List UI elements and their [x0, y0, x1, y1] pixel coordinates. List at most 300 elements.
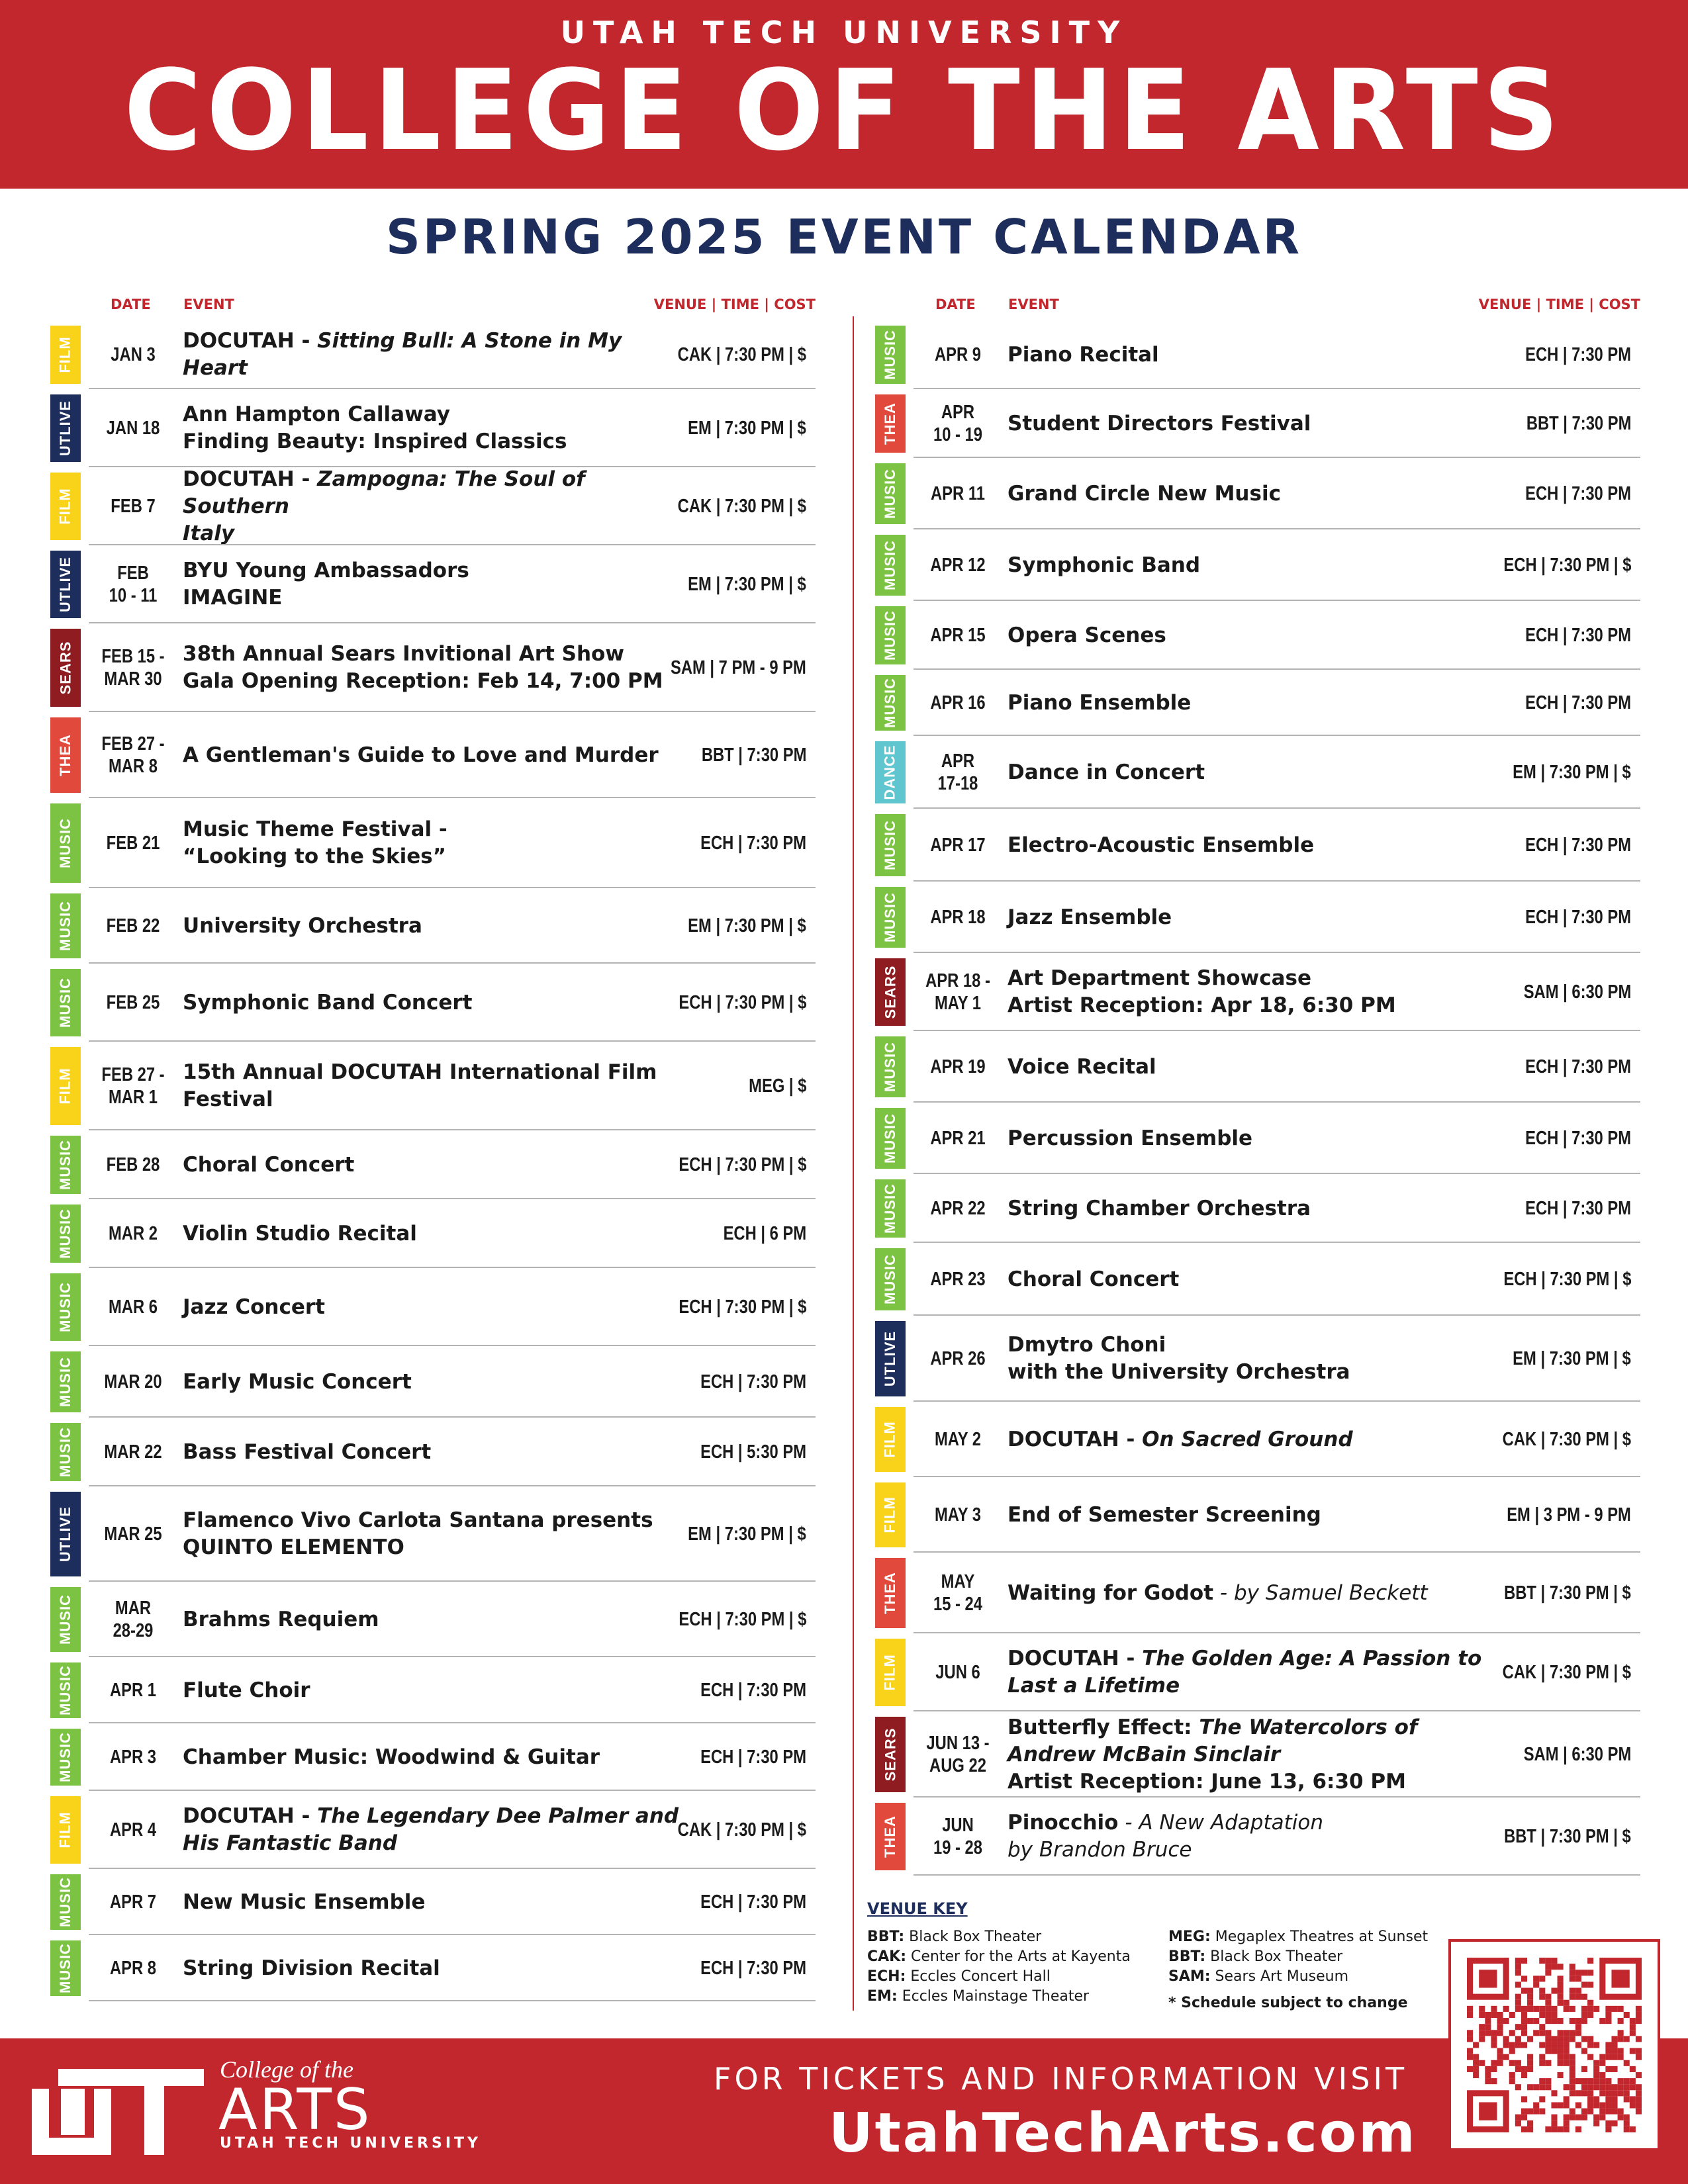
event-date — [921, 809, 994, 882]
website-link[interactable]: UtahTechArts.com — [829, 2102, 1417, 2165]
event-date-line: APR 21 — [930, 1128, 986, 1149]
event-row — [48, 1935, 816, 2001]
category-tag — [875, 1558, 906, 1628]
event-title-line — [183, 1803, 679, 1830]
event-title-segment: Artist Reception: June 13, 6:30 PM — [1008, 1769, 1406, 1794]
event-title — [1008, 736, 1517, 809]
event-title-segment: Andrew McBain Sinclair — [1008, 1742, 1281, 1766]
category-tag-label: MUSIC — [57, 1877, 74, 1927]
event-title-segment: “Looking to the Skies” — [183, 844, 447, 868]
event-date — [921, 882, 994, 953]
category-tag — [50, 1047, 81, 1125]
event-date-line: JAN 3 — [111, 344, 156, 365]
category-tag-label: FILM — [57, 488, 74, 525]
venue-key-right-list — [1168, 1927, 1470, 2013]
category-tag-label: UTLIVE — [57, 556, 74, 613]
venue-time-cost: ECH | 7:30 PM — [700, 1371, 806, 1392]
event-title-line — [183, 1830, 679, 1857]
category-tag — [875, 675, 906, 731]
category-tag — [875, 394, 906, 453]
event-title-line — [1008, 1809, 1323, 1837]
event-title-segment: DOCUTAH - — [183, 1804, 318, 1828]
venue-time-cost: BBT | 7:30 PM — [1526, 412, 1631, 434]
event-title — [1008, 1243, 1517, 1316]
ut-logo-icon — [32, 2069, 204, 2155]
venue-time-cost: CAK | 7:30 PM | $ — [677, 1819, 806, 1841]
event-date — [97, 389, 169, 467]
venue-time-cost: ECH | 7:30 PM | $ — [678, 1608, 806, 1630]
category-tag — [50, 1273, 81, 1341]
category-tag-label: MUSIC — [57, 1732, 74, 1782]
event-title-line — [183, 1534, 653, 1561]
category-tag-label: MUSIC — [882, 678, 899, 728]
event-title — [1008, 1103, 1517, 1174]
event-date-line: APR 7 — [109, 1891, 157, 1913]
event-title-segment: Art Department Showcase — [1008, 966, 1311, 990]
event-title-segment: QUINTO ELEMENTO — [183, 1535, 404, 1559]
event-date-line: APR 4 — [109, 1819, 157, 1841]
event-row — [48, 1869, 816, 1935]
row-separator — [89, 2000, 816, 2001]
category-tag-label: FILM — [882, 1654, 899, 1691]
event-title-segment: Violin Studio Recital — [183, 1221, 417, 1246]
venue-time-cost: ECH | 7:30 PM | $ — [678, 1296, 806, 1318]
event-title-line — [1008, 1502, 1321, 1529]
venue-time-cost: ECH | 7:30 PM — [1525, 624, 1631, 646]
event-title-segment: Flamenco Vivo Carlota Santana presents — [183, 1508, 653, 1532]
event-title-line — [1008, 480, 1281, 508]
category-tag-label: MUSIC — [882, 1254, 899, 1304]
venue-time-cost: ECH | 7:30 PM — [1525, 343, 1631, 365]
category-tag — [875, 887, 906, 948]
category-tag-label: THEA — [882, 402, 899, 445]
event-title — [1008, 601, 1517, 670]
qr-code-icon — [1467, 1958, 1642, 2132]
event-title — [1008, 529, 1517, 601]
category-tag-label: UTLIVE — [57, 1506, 74, 1563]
event-title-line — [183, 1507, 653, 1534]
event-title — [183, 1486, 692, 1582]
event-title-line — [183, 816, 447, 843]
category-tag — [50, 1729, 81, 1786]
event-date-line: APR — [941, 751, 975, 772]
event-date — [921, 320, 994, 389]
calendar-title: SPRING 2025 EVENT CALENDAR — [385, 209, 1303, 265]
category-tag — [50, 893, 81, 958]
event-date-line: APR 1 — [109, 1680, 157, 1701]
event-title-segment: Electro-Acoustic Ensemble — [1008, 833, 1315, 857]
event-title-segment: Last a Lifetime — [1008, 1674, 1180, 1698]
event-row — [48, 1199, 816, 1268]
event-date-line: MAY 2 — [934, 1429, 982, 1450]
event-row — [872, 1797, 1640, 1876]
category-tag — [875, 606, 906, 664]
event-title — [1008, 458, 1517, 529]
event-title-segment: by Brandon Bruce — [1008, 1838, 1192, 1862]
event-title-line — [183, 1086, 657, 1113]
event-date — [921, 1031, 994, 1103]
event-title — [183, 1791, 692, 1869]
date-header: DATE — [935, 296, 976, 312]
event-date — [97, 1346, 169, 1418]
category-tag — [50, 551, 81, 618]
category-tag-label: UTLIVE — [882, 1330, 899, 1387]
category-tag-label: SEARS — [882, 1727, 899, 1782]
event-title-line — [1008, 992, 1396, 1019]
event-title — [183, 712, 692, 798]
event-title — [183, 467, 692, 545]
event-title-line — [1008, 1672, 1481, 1700]
event-title — [1008, 1174, 1517, 1243]
event-date-line: JUN 13 - — [926, 1733, 990, 1754]
category-tag-label: DANCE — [882, 745, 899, 800]
category-tag — [50, 1796, 81, 1864]
event-date-line: MAR 6 — [108, 1297, 158, 1318]
event-row — [872, 529, 1640, 601]
event-title-segment: Piano Ensemble — [1008, 690, 1192, 715]
venue-time-cost: SAM | 6:30 PM — [1523, 1743, 1631, 1765]
event-date — [921, 601, 994, 670]
event-title-segment: On Sacred Ground — [1142, 1427, 1353, 1451]
event-title-segment: A Gentleman's Guide to Love and Murder — [183, 743, 659, 767]
event-title-segment: Gala Opening Reception: Feb 14, 7:00 PM — [183, 669, 663, 693]
event-title — [1008, 1477, 1517, 1553]
event-date — [921, 1402, 994, 1477]
event-title-line — [183, 1369, 412, 1396]
event-title-line — [183, 742, 659, 769]
category-tag — [50, 717, 81, 793]
event-date — [921, 389, 994, 458]
category-tag-label: MUSIC — [57, 1357, 74, 1407]
event-row — [48, 1042, 816, 1130]
category-tag — [50, 473, 81, 540]
row-separator — [914, 1874, 1640, 1876]
venue-name: Megaplex Theatres at Sunset — [1210, 1929, 1429, 1945]
venue-time-cost: CAK | 7:30 PM | $ — [1502, 1661, 1631, 1683]
event-row — [48, 888, 816, 964]
event-title-segment: DOCUTAH - — [1008, 1647, 1143, 1670]
venue-time-cost: SAM | 6:30 PM — [1523, 981, 1631, 1003]
event-title-line — [1008, 1741, 1417, 1768]
event-date-line: APR 8 — [109, 1958, 157, 1979]
category-tag-label: SEARS — [57, 641, 74, 695]
event-date — [921, 1477, 994, 1553]
event-date-line: APR — [941, 402, 975, 423]
event-date-line: APR 3 — [109, 1747, 157, 1768]
venue-name: Black Box Theater — [1205, 1948, 1343, 1965]
event-row — [872, 320, 1640, 389]
event-date-line: JUN — [942, 1815, 974, 1836]
event-title-segment: Student Directors Festival — [1008, 411, 1311, 435]
event-row — [48, 1791, 816, 1869]
category-tag — [875, 1639, 906, 1706]
event-title — [1008, 1553, 1517, 1633]
category-tag-label: MUSIC — [882, 1042, 899, 1092]
category-tag — [875, 1803, 906, 1870]
event-date-line: JAN 18 — [106, 418, 160, 439]
category-tag — [50, 1662, 81, 1718]
venue-time-cost: ECH | 7:30 PM — [1525, 1197, 1631, 1219]
event-date-line: 28-29 — [113, 1620, 154, 1641]
venue-time-cost: ECH | 7:30 PM — [700, 1891, 806, 1913]
event-date — [921, 529, 994, 601]
event-title-segment: DOCUTAH - — [1008, 1427, 1143, 1451]
event-title — [1008, 1031, 1517, 1103]
venue-time-cost: ECH | 7:30 PM | $ — [678, 1154, 806, 1175]
venue-time-cost: ECH | 7:30 PM — [700, 1746, 806, 1768]
event-title-segment: Symphonic Band Concert — [183, 990, 473, 1015]
event-row — [48, 320, 816, 389]
event-title-segment: Festival — [183, 1087, 273, 1111]
event-row — [872, 882, 1640, 953]
event-title — [183, 1935, 692, 2001]
category-tag-label: FILM — [882, 1421, 899, 1458]
venue-name: Black Box Theater — [904, 1929, 1042, 1945]
event-row — [872, 1243, 1640, 1316]
event-row — [48, 798, 816, 888]
event-title-line — [1008, 1837, 1323, 1864]
event-title-segment: University Orchestra — [183, 913, 422, 938]
event-date — [97, 1657, 169, 1723]
event-date-line: FEB 28 — [106, 1154, 160, 1175]
event-title — [183, 1130, 692, 1199]
event-date — [921, 670, 994, 736]
event-title-segment: Italy — [183, 521, 235, 545]
event-date-line: APR 11 — [931, 483, 985, 504]
event-title-line — [183, 1677, 310, 1704]
event-title — [1008, 1402, 1517, 1477]
event-date — [97, 1130, 169, 1199]
event-title-line — [1008, 965, 1396, 992]
event-date-line: MAR 8 — [108, 756, 158, 777]
event-row — [872, 1174, 1640, 1243]
event-title-segment: Sitting Bull: A Stone in My Heart — [183, 329, 622, 380]
event-row — [872, 670, 1640, 736]
event-title-line — [1008, 1054, 1156, 1081]
event-date — [97, 545, 169, 623]
venue-time-cost: EM | 7:30 PM | $ — [688, 573, 806, 595]
category-tag-label: MUSIC — [882, 610, 899, 660]
venue-time-cost: CAK | 7:30 PM | $ — [677, 343, 806, 365]
event-title — [1008, 809, 1517, 882]
event-title-segment: Pinocchio — [1008, 1811, 1119, 1835]
event-title-line — [1008, 1714, 1417, 1741]
venue-time-cost: SAM | 7 PM - 9 PM — [671, 657, 806, 678]
category-tag — [50, 1587, 81, 1652]
event-row — [872, 809, 1640, 882]
event-row — [872, 1477, 1640, 1553]
venue-name: Eccles Concert Hall — [906, 1968, 1051, 1985]
category-tag-label: MUSIC — [57, 1943, 74, 1993]
event-date — [97, 1486, 169, 1582]
event-date-line: JUN 6 — [935, 1662, 980, 1683]
event-date — [97, 798, 169, 888]
event-date-line: 10 - 19 — [933, 424, 983, 445]
event-title-segment: The Golden Age: A Passion to — [1142, 1647, 1482, 1670]
event-row — [48, 1268, 816, 1346]
event-title-segment: Finding Beauty: Inspired Classics — [183, 430, 567, 453]
category-tag-label: FILM — [57, 1811, 74, 1848]
event-title-line — [1008, 1266, 1179, 1293]
event-row — [48, 467, 816, 545]
venue-time-cost: ECH | 7:30 PM — [1525, 1056, 1631, 1077]
venue-time-cost: EM | 7:30 PM | $ — [688, 915, 806, 936]
event-date-line: APR 26 — [930, 1348, 986, 1369]
category-tag — [875, 1108, 906, 1169]
event-title-line — [183, 584, 469, 612]
category-tag — [50, 1351, 81, 1412]
column-divider — [853, 316, 854, 2011]
event-title-segment: His Fantastic Band — [183, 1831, 398, 1855]
event-row — [872, 736, 1640, 809]
venue-key-entry — [867, 1947, 1168, 1967]
venue-time-cost-header: VENUE | TIME | COST — [653, 296, 816, 312]
event-row — [872, 953, 1640, 1031]
category-tag-label: FILM — [57, 1068, 74, 1105]
category-tag — [875, 1248, 906, 1310]
event-title-segment: Piano Recital — [1008, 342, 1159, 367]
event-title-line — [1008, 1645, 1481, 1672]
event-title — [183, 545, 692, 623]
event-row — [48, 545, 816, 623]
event-date — [921, 1797, 994, 1876]
event-date-line: 10 - 11 — [109, 585, 158, 606]
event-date — [97, 1935, 169, 2001]
event-title — [183, 1657, 692, 1723]
category-tag — [50, 1205, 81, 1263]
venue-time-cost: CAK | 7:30 PM | $ — [1502, 1428, 1631, 1450]
event-date — [921, 1103, 994, 1174]
category-tag-label: MUSIC — [882, 820, 899, 870]
category-tag — [875, 1321, 906, 1396]
event-title-segment: Butterfly Effect: — [1008, 1715, 1199, 1739]
event-title — [1008, 1316, 1517, 1402]
qr-code[interactable] — [1448, 1939, 1660, 2151]
venue-key-title: VENUE KEY — [867, 1899, 968, 1918]
category-tag-label: MUSIC — [882, 892, 899, 942]
event-title-segment: Choral Concert — [1008, 1267, 1180, 1291]
event-date-line: FEB 21 — [106, 833, 160, 854]
event-title-segment: - by Samuel Beckett — [1213, 1580, 1428, 1605]
event-title-line — [183, 466, 692, 520]
venue-code: BBT: — [867, 1929, 905, 1945]
event-date — [921, 1711, 994, 1797]
event-date — [921, 1174, 994, 1243]
event-title-line — [183, 1744, 600, 1771]
event-title-line — [1008, 1768, 1417, 1796]
event-date-line: MAR 30 — [104, 668, 162, 690]
venue-time-cost: EM | 7:30 PM | $ — [688, 417, 806, 439]
venue-code: BBT: — [1168, 1948, 1206, 1965]
event-title — [183, 623, 692, 712]
category-tag — [50, 1940, 81, 1996]
venue-key-entry — [867, 1927, 1168, 1947]
category-tag-label: MUSIC — [882, 1113, 899, 1163]
event-title-line — [183, 328, 692, 382]
venue-name: Eccles Mainstage Theater — [897, 1988, 1090, 2005]
event-title — [1008, 320, 1517, 389]
category-tag-label: MUSIC — [57, 818, 74, 868]
event-date-line: MAY 1 — [934, 993, 982, 1014]
category-tag-label: MUSIC — [57, 1594, 74, 1645]
event-date-line: AUG 22 — [929, 1755, 986, 1776]
category-tag-label: FILM — [57, 336, 74, 373]
event-date — [97, 964, 169, 1042]
event-row — [872, 1711, 1640, 1797]
venue-time-cost: BBT | 7:30 PM | $ — [1504, 1825, 1631, 1847]
event-title-segment: String Division Recital — [183, 1956, 440, 1980]
event-date-line: APR 23 — [930, 1269, 986, 1290]
event-title — [1008, 1797, 1517, 1876]
venue-time-cost: ECH | 6 PM — [723, 1222, 806, 1244]
event-title-line — [183, 1152, 354, 1179]
event-date — [97, 467, 169, 545]
event-title-segment: BYU Young Ambassadors — [183, 559, 469, 582]
event-title-segment: Bass Festival Concert — [183, 1439, 432, 1464]
event-title — [183, 1418, 692, 1486]
category-tag-label: MUSIC — [57, 1665, 74, 1715]
venue-time-cost: ECH | 5:30 PM — [700, 1441, 806, 1463]
venue-code: ECH: — [867, 1968, 906, 1985]
event-title-segment: DOCUTAH - — [183, 329, 318, 353]
event-title — [1008, 1633, 1517, 1711]
event-title-line — [1008, 759, 1205, 786]
venue-key-left-list — [867, 1927, 1168, 2013]
event-title-line — [183, 520, 692, 547]
page-footer — [0, 2038, 1688, 2184]
event-date — [97, 1723, 169, 1791]
event-date-line: MAR 22 — [104, 1441, 162, 1463]
event-date — [97, 1268, 169, 1346]
venue-code: MEG: — [1168, 1929, 1211, 1945]
event-row — [48, 712, 816, 798]
category-tag — [875, 1407, 906, 1472]
event-title-line — [183, 401, 567, 428]
category-tag-label: MUSIC — [882, 330, 899, 380]
tickets-info-text: FOR TICKETS AND INFORMATION VISIT — [714, 2061, 1408, 2097]
venue-time-cost: BBT | 7:30 PM | $ — [1504, 1582, 1631, 1604]
event-title — [183, 798, 692, 888]
event-title-segment: IMAGINE — [183, 586, 283, 610]
event-title — [183, 1723, 692, 1791]
category-tag-label: MUSIC — [882, 1183, 899, 1234]
venue-key — [867, 1899, 1529, 2013]
event-date-line: FEB 25 — [106, 992, 160, 1013]
venue-time-cost: ECH | 7:30 PM — [700, 1957, 806, 1979]
event-date — [921, 736, 994, 809]
event-row — [48, 964, 816, 1042]
event-date — [921, 458, 994, 529]
venue-time-cost: EM | 7:30 PM | $ — [1513, 761, 1631, 783]
event-title-segment: Voice Recital — [1008, 1054, 1156, 1079]
event-date-line: APR 18 - — [925, 970, 990, 991]
column-header — [48, 291, 816, 320]
event-date-line: 17-18 — [937, 773, 978, 794]
venue-key-entry — [1168, 1947, 1470, 1967]
category-tag-label: THEA — [57, 734, 74, 776]
event-title — [1008, 953, 1517, 1031]
event-title — [183, 1346, 692, 1418]
event-date-line: FEB — [117, 563, 149, 584]
event-title — [183, 1582, 692, 1657]
event-title-segment: with the University Orchestra — [1008, 1360, 1350, 1384]
venue-time-cost: ECH | 7:30 PM | $ — [678, 991, 806, 1013]
event-title-line — [1008, 1125, 1252, 1152]
event-title-segment: Choral Concert — [183, 1152, 355, 1177]
event-date-line: MAR 2 — [108, 1223, 158, 1244]
event-title — [1008, 1711, 1517, 1797]
event-date-line: FEB 15 - — [101, 646, 165, 667]
